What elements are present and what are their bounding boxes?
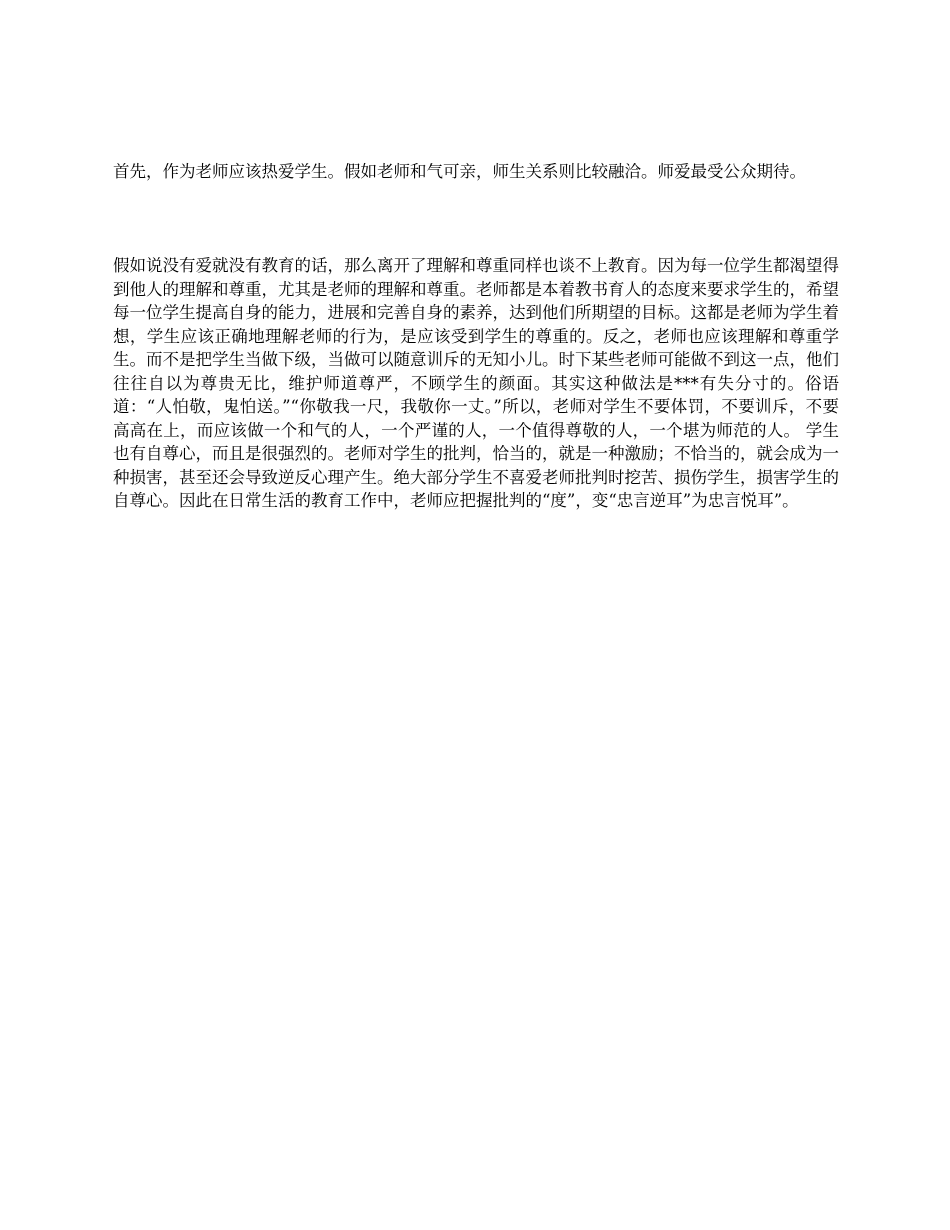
paragraph-body: 假如说没有爱就没有教育的话，那么离开了理解和尊重同样也谈不上教育。因为每一位学生都渴望得到他人的理解和尊重，尤其是老师的理解和尊重。老师都是本着教书育人的态度来要求学生的，希望每一位学生提高自身的能力，进展和完善自身的素养，达到他们所期望的目标。这都是老师为学生着想，学生应该正确地理解老师的行为，是应该受到学生的尊重的。反之，老师也应该理解和尊重学生。而不是把学生当做下级，当做可以随意训斥的无知小儿。时下某些老师可能做不到这一点，他们往往自以为尊贵无比，维护师道尊严，不顾学生的颜面。其实这种做法是***有失分寸的。俗语道：“人怕敬，鬼怕送。”“你敬我一尺，我敬你一丈。”所以，老师对学生不要体罚，不要训斥，不要高高在上，而应该做一个和气的人，一个严谨的人，一个值得尊敬的人，一个堪为师范的人。 学生也有自尊心，而且是很强烈的。老师对学生的批判，恰当的，就是一种激励；不恰当的，就会成为一种损害，甚至还会导致逆反心理产生。绝大部分学生不喜爱老师批判时挖苦、损伤学生，损害学生的自尊心。因此在日常生活的教育工作中，老师应把握批判的“度”，变“忠言逆耳”为忠言悦耳”。 (113, 256, 839, 510)
paragraph-intro: 首先，作为老师应该热爱学生。假如老师和气可亲，师生关系则比较融洽。师爱最受公众期待。 (113, 162, 806, 181)
